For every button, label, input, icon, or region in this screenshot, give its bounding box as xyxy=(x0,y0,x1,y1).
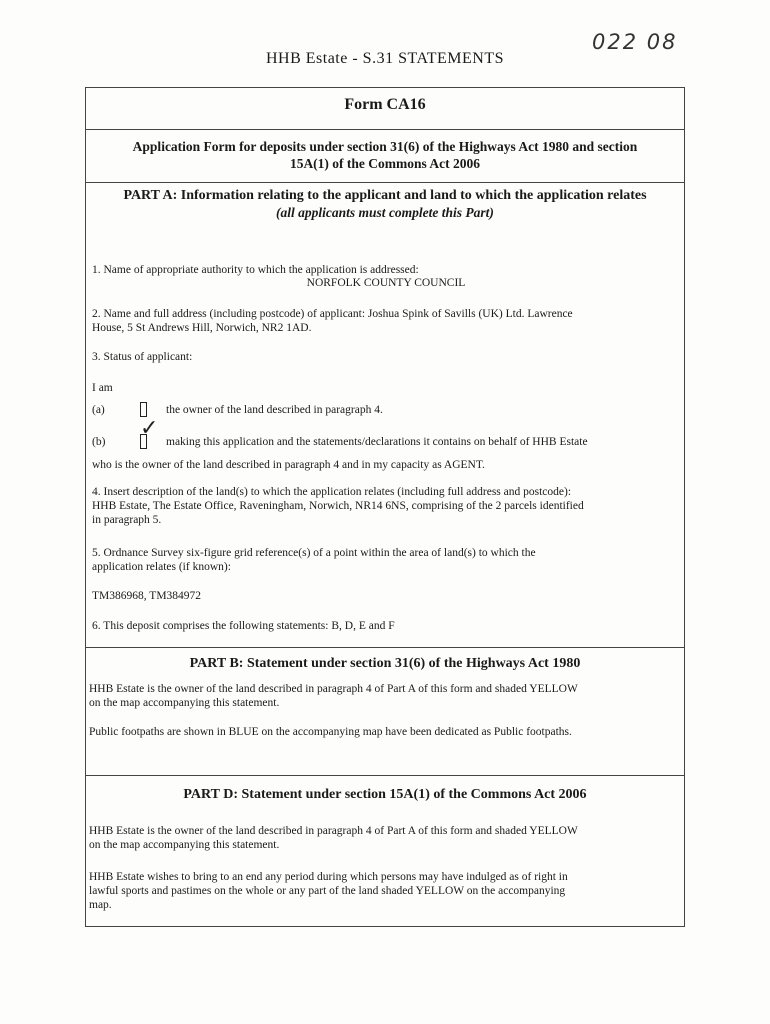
question-2-line-1: 2. Name and full address (including postcode) of applicant: Joshua Spink of Savills (UK) Ltd. Lawrence xyxy=(92,308,573,320)
grid-references: TM386968, TM384972 xyxy=(92,590,202,602)
question-5-line-1: 5. Ordnance Survey six-figure grid reference(s) of a point within the area of land(s) to which the xyxy=(92,547,536,559)
form-title-section xyxy=(86,88,684,130)
form-title: Form CA16 xyxy=(344,96,426,113)
checkmark-icon: ✓ xyxy=(140,416,159,441)
part-d-paragraph-2-line-3: map. xyxy=(89,899,112,911)
i-am-label: I am xyxy=(92,382,113,394)
option-b-continuation: who is the owner of the land described in paragraph 4 and in my capacity as AGENT. xyxy=(92,459,485,471)
part-d-title: PART D: Statement under section 15A(1) of the Commons Act 2006 xyxy=(183,787,587,802)
option-a-checkbox[interactable] xyxy=(140,402,147,417)
part-b-section xyxy=(86,648,684,776)
part-d-paragraph-2-line-2: lawful sports and pastimes on the whole or any part of the land shaded YELLOW on the accompanying xyxy=(89,885,566,897)
part-d-paragraph-1-line-2: on the map accompanying this statement. xyxy=(89,839,280,851)
question-2-line-2: House, 5 St Andrews Hill, Norwich, NR2 1AD. xyxy=(92,322,312,334)
part-d-paragraph-2-line-1: HHB Estate wishes to bring to an end any period during which persons may have indulged as of right in xyxy=(89,871,568,883)
part-b-title: PART B: Statement under section 31(6) of the Highways Act 1980 xyxy=(189,656,581,671)
document-header: HHB Estate - S.31 STATEMENTS xyxy=(265,50,505,67)
question-6: 6. This deposit comprises the following statements: B, D, E and F xyxy=(92,620,395,632)
question-4-line-3: in paragraph 5. xyxy=(92,514,162,526)
question-4-line-2: HHB Estate, The Estate Office, Raveningham, Norwich, NR14 6NS, comprising of the 2 parcels identified xyxy=(92,500,584,512)
application-title-section xyxy=(86,130,684,183)
question-1-answer: NORFOLK COUNTY COUNCIL xyxy=(306,277,466,289)
part-b-paragraph-1-line-2: on the map accompanying this statement. xyxy=(89,697,280,709)
handwritten-reference: 022 08 xyxy=(592,30,678,54)
part-d-paragraph-1-line-1: HHB Estate is the owner of the land described in paragraph 4 of Part A of this form and shaded YELLOW xyxy=(89,825,578,837)
application-title-line-1: Application Form for deposits under section 31(6) of the Highways Act 1980 and section xyxy=(132,139,638,154)
option-a-label: (a) xyxy=(92,404,105,416)
part-a-title: PART A: Information relating to the applicant and land to which the application relates xyxy=(123,188,647,203)
option-a-text: the owner of the land described in paragraph 4. xyxy=(166,404,383,416)
question-5-line-2: application relates (if known): xyxy=(92,561,231,573)
question-1: 1. Name of appropriate authority to which the application is addressed: xyxy=(92,264,419,276)
part-d-section xyxy=(86,776,684,926)
form-ca16 xyxy=(85,87,685,927)
option-b-label: (b) xyxy=(92,436,106,448)
part-b-paragraph-2: Public footpaths are shown in BLUE on the accompanying map have been dedicated as Public footpaths. xyxy=(89,726,572,738)
part-b-paragraph-1-line-1: HHB Estate is the owner of the land described in paragraph 4 of Part A of this form and shaded YELLOW xyxy=(89,683,578,695)
question-4-line-1: 4. Insert description of the land(s) to which the application relates (including full address and postcode): xyxy=(92,486,572,498)
option-b-text: making this application and the statements/declarations it contains on behalf of HHB Estate xyxy=(166,436,588,448)
part-a-section xyxy=(86,183,684,648)
question-3: 3. Status of applicant: xyxy=(92,351,193,363)
part-a-subtitle: (all applicants must complete this Part) xyxy=(276,205,494,220)
application-title-line-2: 15A(1) of the Commons Act 2006 xyxy=(289,156,481,171)
